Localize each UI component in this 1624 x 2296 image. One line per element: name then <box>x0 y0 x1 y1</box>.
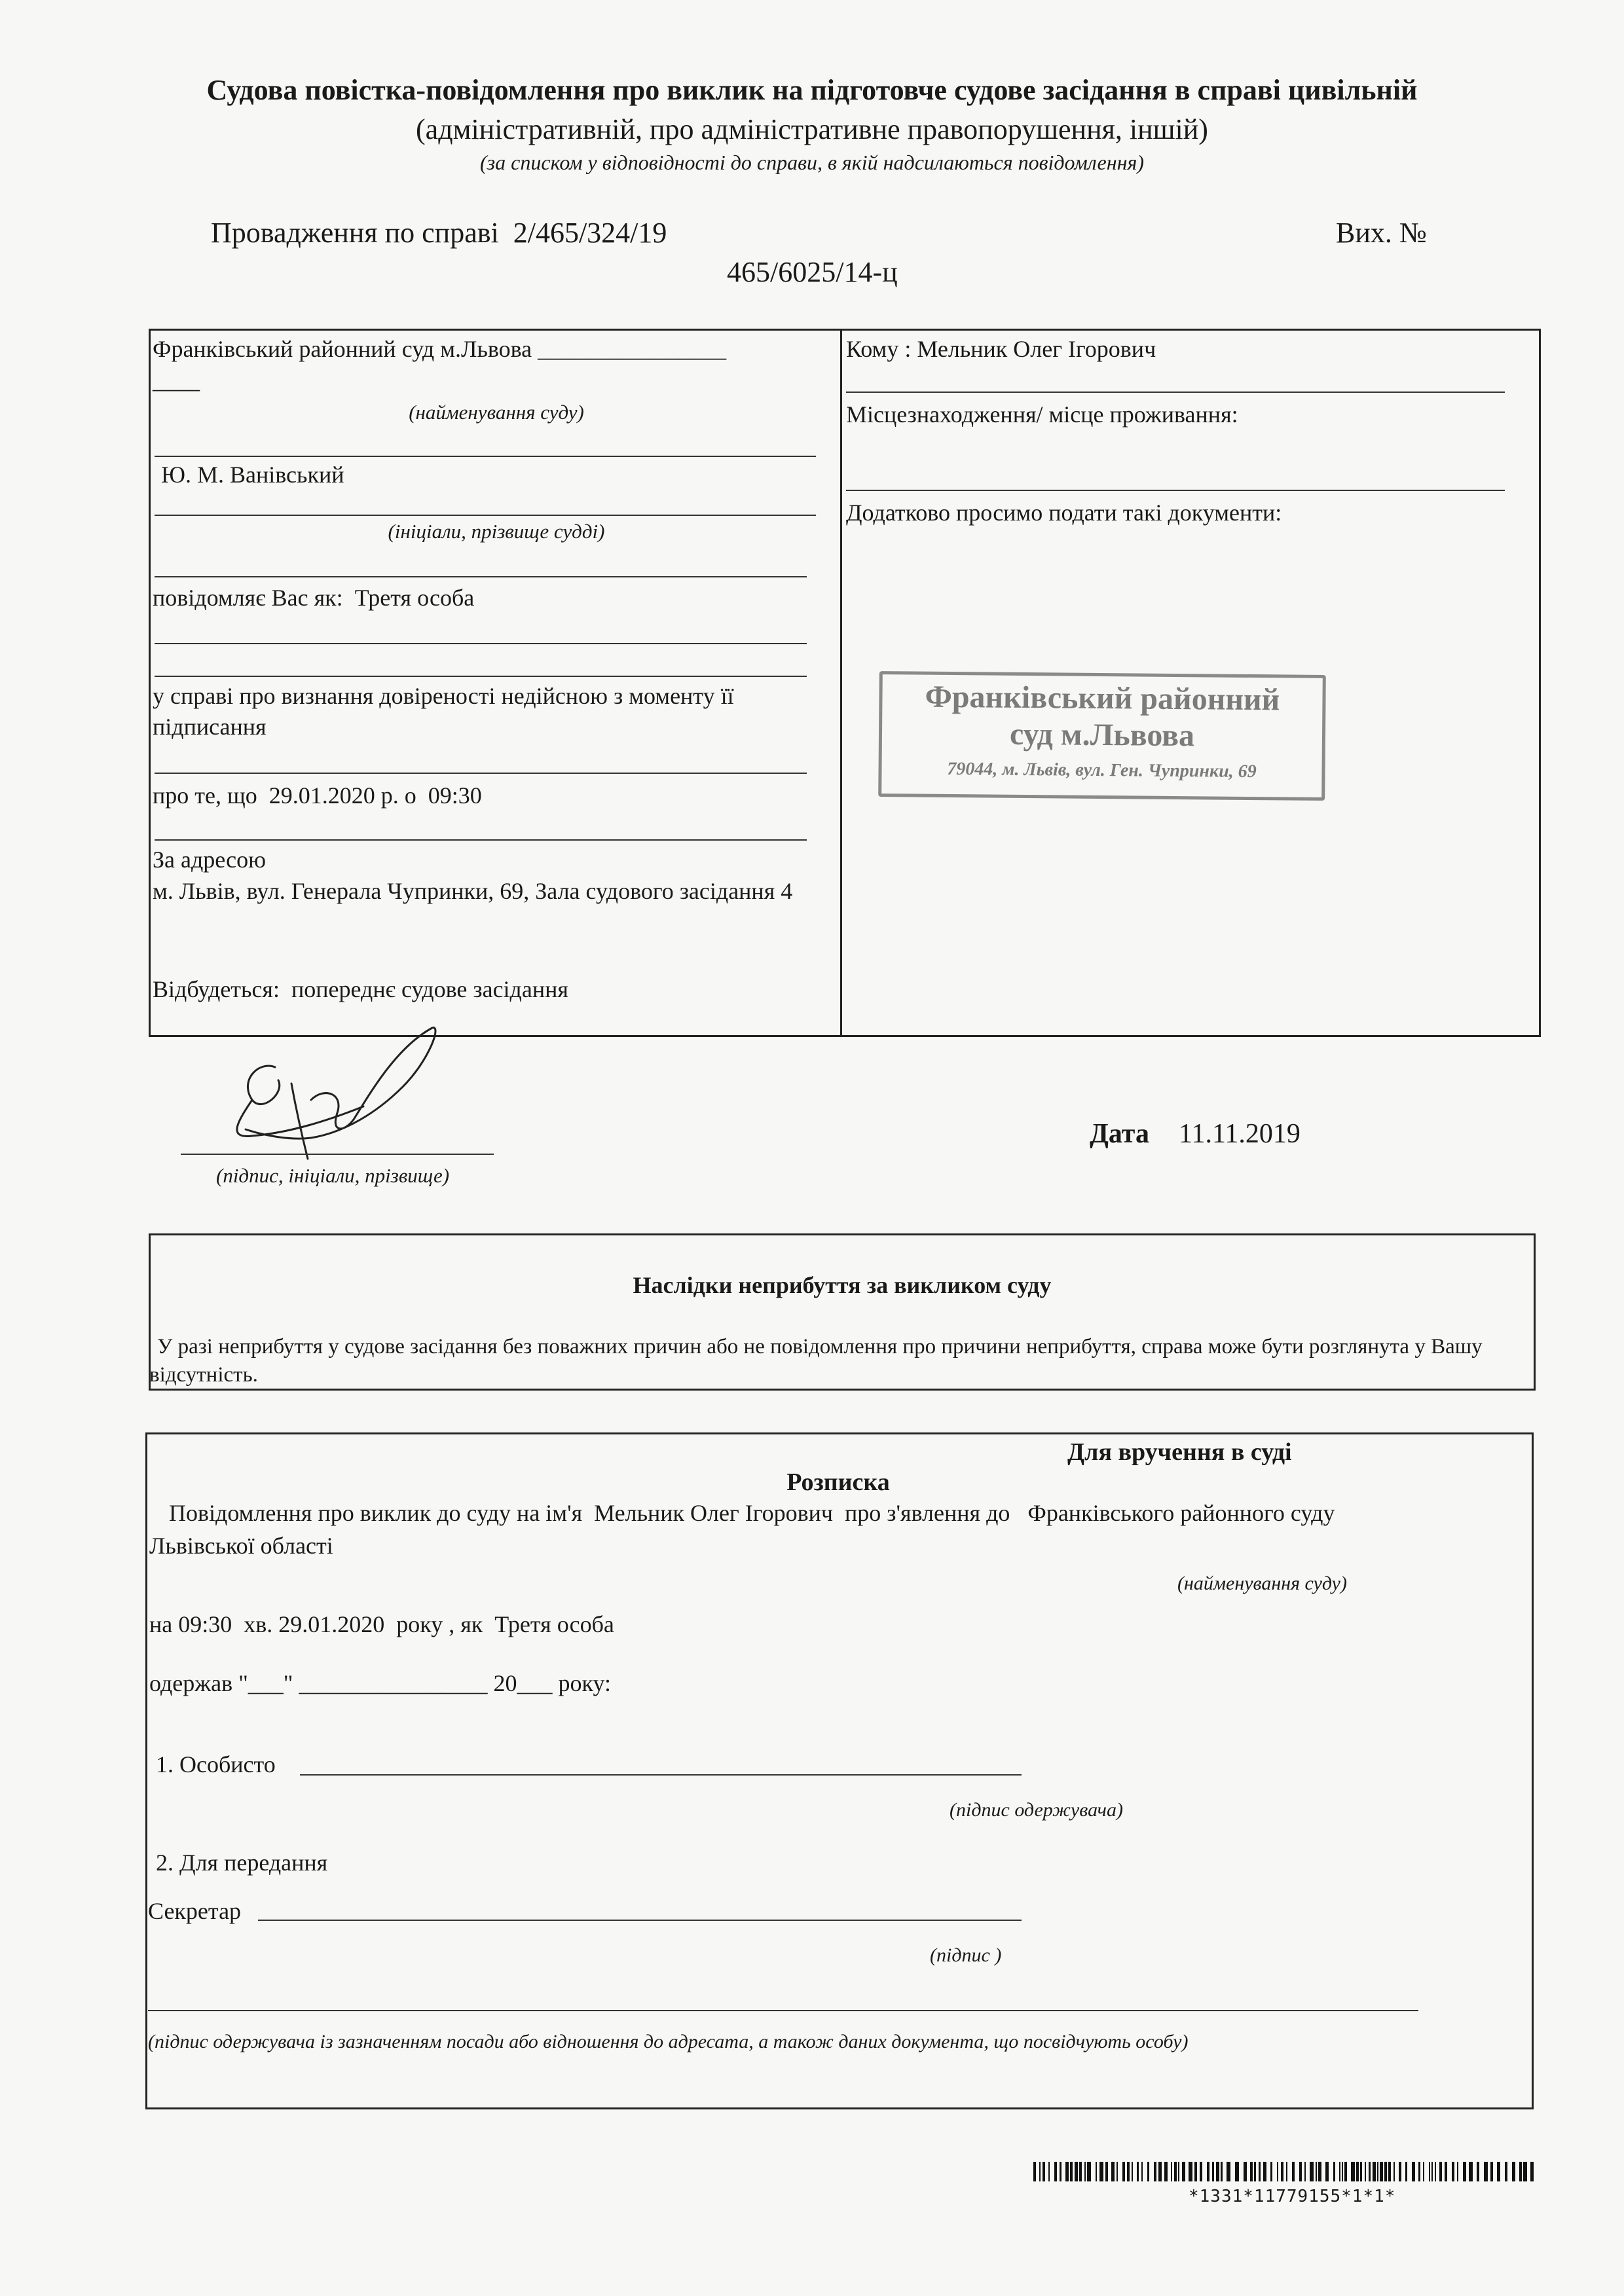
outgoing-number-label: Вих. № <box>1336 217 1427 249</box>
rule <box>155 773 807 774</box>
event-line <box>153 974 568 1005</box>
receipt-date: 29.01.2020 <box>278 1611 385 1637</box>
receipt-header: Для вручення в суді <box>1067 1438 1292 1466</box>
stamp-line-2: суд м.Львова <box>1009 716 1195 754</box>
secretary-label: Секретар <box>148 1898 242 1924</box>
personal-note: (підпис одержувача) <box>950 1799 1123 1821</box>
rule <box>846 490 1505 491</box>
signature-line <box>181 1154 494 1155</box>
rule <box>155 515 816 516</box>
court-name-line <box>153 334 726 365</box>
receipt-minutes: хв. <box>244 1611 273 1637</box>
transfer-label: 2. Для передання <box>156 1850 328 1876</box>
court-name-note: (найменування суду) <box>409 401 584 424</box>
notify-line <box>153 583 474 613</box>
rule <box>155 576 807 577</box>
signature-icon <box>213 1021 449 1178</box>
outgoing-number: 465/6025/14-ц <box>727 256 898 288</box>
rule <box>155 839 807 841</box>
rule <box>155 676 807 677</box>
rule <box>155 456 816 457</box>
consequences-title: Наслідки неприбуття за викликом суду <box>633 1272 1052 1298</box>
case-number: 2/465/324/19 <box>513 217 667 249</box>
recipient-signature-line[interactable] <box>148 2010 1418 2011</box>
notify-label: повідомляє Вас як: <box>153 585 343 611</box>
documents-label: Додатково просимо подати такі документи: <box>846 500 1282 526</box>
receipt-received: одержав "___" ________________ 20___ року: <box>149 1670 612 1696</box>
event-value: попереднє судове засідання <box>291 976 568 1002</box>
receipt-year-as: року , як <box>396 1611 483 1637</box>
receipt-intro: Повідомлення про виклик до суду на ім'я <box>169 1500 583 1526</box>
document-title: Судова повістка-повідомлення про виклик на підготовче судове засідання в справі цивільній <box>206 74 1418 106</box>
stamp-line-1: Франківський районний <box>925 679 1280 718</box>
about-label: про те, що <box>153 782 257 809</box>
court-stamp <box>878 671 1326 801</box>
document-subtitle: (адміністративній, про адміністративне правопорушення, іншій) <box>416 113 1208 145</box>
table-divider <box>840 329 842 1037</box>
address-value: м. Львів, вул. Генерала Чупринки, 69, Зала судового засідання 4 <box>153 878 793 904</box>
receipt-court: Франківського районного суду <box>1027 1500 1335 1526</box>
hearing-date: 29.01.2020 <box>268 782 375 809</box>
case-subject: у справі про визнання довіреності недійсною з моменту її підписання <box>153 683 734 740</box>
court-name-blank: ________________ <box>538 336 727 362</box>
rule <box>155 643 807 644</box>
about-mid: р. о <box>380 782 416 809</box>
hearing-time: 09:30 <box>428 782 482 809</box>
judge-name: Ю. М. Ванівський <box>161 462 344 488</box>
recipient-signature-note: (підпис одержувача із зазначенням посади або відношення до адресата, а також даних документа, що посвідчують особу) <box>148 2031 1189 2052</box>
receipt-role: Третя особа <box>494 1611 614 1637</box>
signature-note: (підпис, ініціали, прізвище) <box>216 1164 450 1187</box>
receipt-box <box>145 1432 1534 2109</box>
receipt-line-1 <box>169 1499 1335 1527</box>
case-line <box>211 216 667 249</box>
recipient-label: Кому : <box>846 336 912 362</box>
hearing-time-line <box>153 780 482 811</box>
barcode-text: *1331*11779155*1*1* <box>1189 2187 1396 2206</box>
barcode-icon <box>1033 2162 1538 2181</box>
secretary-note: (підпис ) <box>930 1944 1002 1966</box>
recipient-name: Мельник Олег Ігорович <box>917 336 1156 362</box>
receipt-region: Львівської області <box>149 1533 333 1559</box>
receipt-court-note: (найменування суду) <box>1177 1573 1347 1594</box>
rule <box>846 392 1505 393</box>
date-value: 11.11.2019 <box>1179 1119 1301 1149</box>
judge-note: (ініціали, прізвище судді) <box>388 520 605 543</box>
receipt-line-2 <box>149 1611 614 1638</box>
secretary-signature-line[interactable] <box>258 1920 1022 1921</box>
court-name-blank-continued: ____ <box>153 367 200 393</box>
recipient-line <box>846 334 1156 365</box>
consequences-text: У разі неприбуття у судове засідання без поважних причин або не повідомлення про причини неприбуття, справа може бути розглянута у Вашу відсутність. <box>149 1335 1483 1387</box>
receipt-title: Розписка <box>786 1468 890 1496</box>
personal-label: 1. Особисто <box>156 1751 276 1777</box>
receipt-appear: про з'явлення до <box>844 1500 1010 1526</box>
document-subnote: (за списком у відповідності до справи, в якій надсилаються повідомлення) <box>480 151 1144 174</box>
stamp-line-3: 79044, м. Львів, вул. Ген. Чупринки, 69 <box>947 758 1257 782</box>
receipt-time: 09:30 <box>178 1611 232 1637</box>
court-name: Франківський районний суд м.Львова <box>153 336 532 362</box>
receipt-on: на <box>149 1611 173 1637</box>
receipt-recipient: Мельник Олег Ігорович <box>594 1500 833 1526</box>
address-label: За адресою <box>153 847 267 873</box>
case-label: Провадження по справі <box>211 217 499 249</box>
date-label: Дата <box>1090 1119 1149 1149</box>
personal-signature-line[interactable] <box>300 1774 1022 1776</box>
location-label: Місцезнаходження/ місце проживання: <box>846 401 1238 428</box>
notify-role: Третя особа <box>354 585 475 611</box>
event-label: Відбудеться: <box>153 976 280 1002</box>
